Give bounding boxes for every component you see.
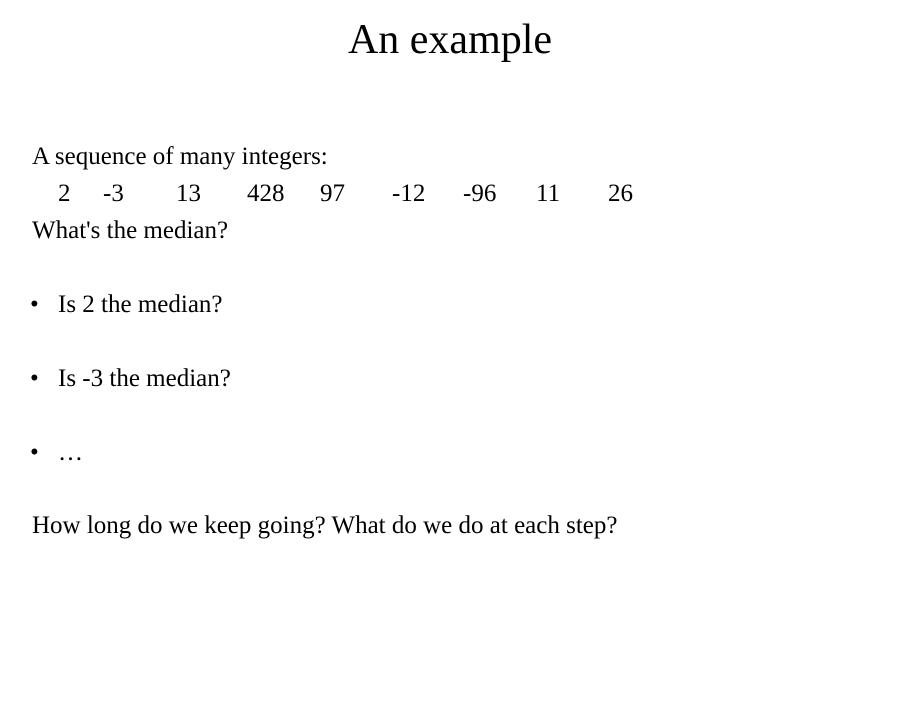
sequence-number: -96 [463,180,497,207]
sequence-number: 26 [608,180,633,207]
sequence-number: 11 [536,180,561,207]
bullet-item [30,364,231,394]
bullet-item [30,290,223,320]
sequence-number: -12 [392,180,426,207]
sequence-number: 428 [247,180,285,207]
bullet-marker: • [30,291,39,318]
bullet-marker: • [30,439,39,466]
slide-title: An example [347,17,553,63]
bullet-item [30,438,83,468]
bullet-marker: • [30,365,39,392]
closing-question: How long do we keep going? What do we do at each step? [32,512,618,539]
sequence-number: 2 [58,180,71,207]
sequence-number: -3 [103,180,124,207]
bullet-text: … [58,439,83,466]
bullet-text: Is 2 the median? [58,291,223,318]
bullet-text: Is -3 the median? [58,365,231,392]
sequence-number: 13 [176,180,201,207]
median-question: What's the median? [32,217,229,244]
sequence-number: 97 [320,180,345,207]
sequence-intro: A sequence of many integers: [32,143,328,170]
